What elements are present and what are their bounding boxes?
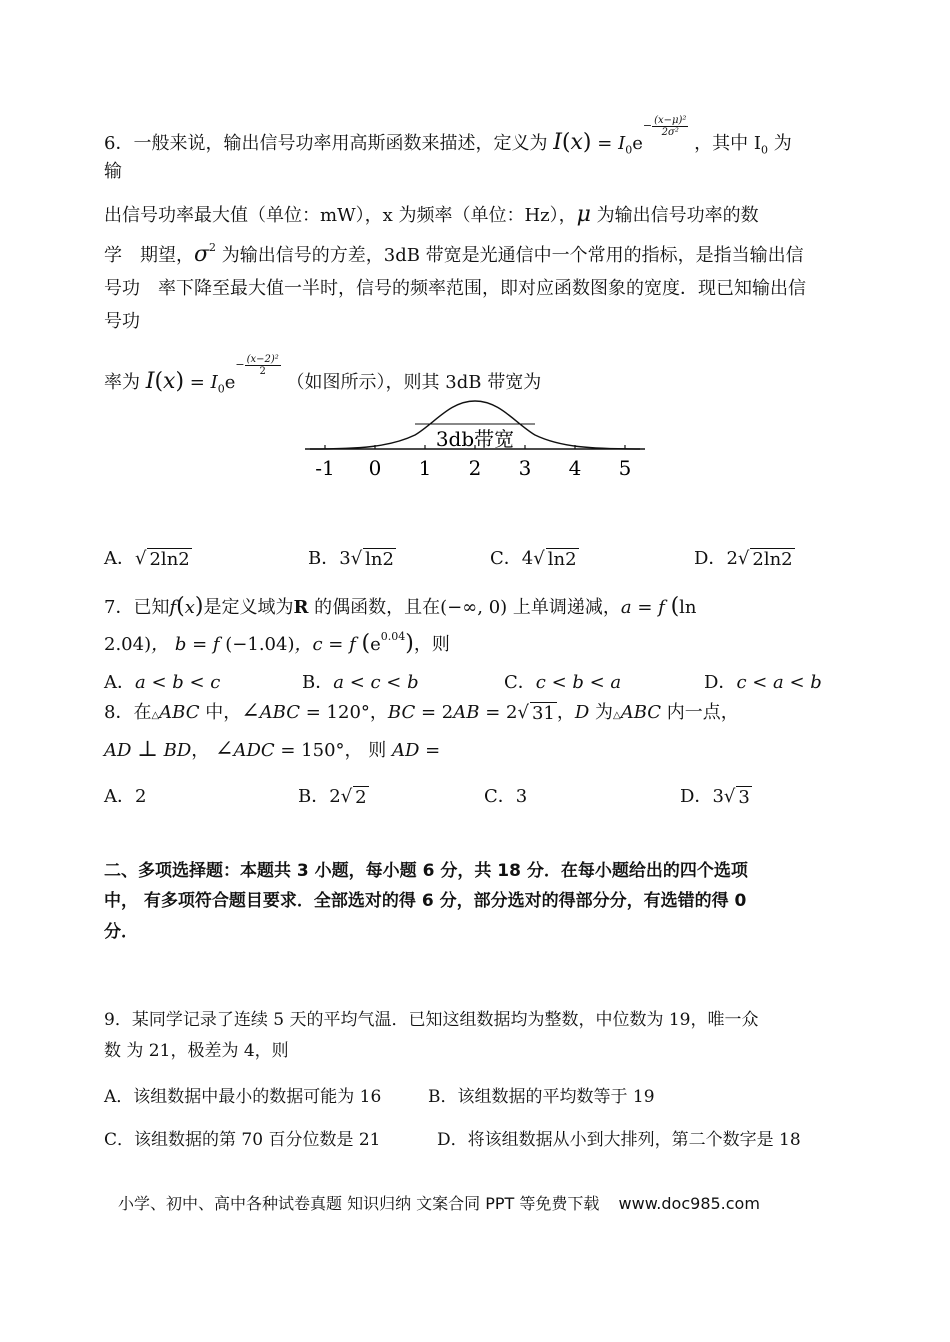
q7-option-a[interactable] <box>104 671 220 695</box>
I0-sub: 0 <box>625 143 633 157</box>
q6-optA-label: A． <box>104 548 135 569</box>
e-2: e <box>224 372 236 393</box>
q7-line2: 2.04)， b = f (−1.04)，c = f $(e^{0.04})$，则 <box>104 630 450 656</box>
q8-option-c[interactable] <box>484 785 527 809</box>
q6-optD-coef: 2 <box>726 548 738 569</box>
q7-text: 7．已知 <box>104 597 170 618</box>
exponent2-fraction <box>245 354 281 377</box>
I0-sub-2: 0 <box>217 382 225 396</box>
q8-ad: AD <box>104 740 132 761</box>
q7-optC-label: C． <box>504 672 536 693</box>
q8-abc2: ABC <box>259 702 301 723</box>
exp-num: (x−μ)² <box>654 114 687 126</box>
q7-line1: 7．已知f(x)是定义域为R 的偶函数，且在(−∞, 0) 上单调递减，a = f (ln <box>104 594 697 619</box>
q8-abc: ABC <box>159 702 200 723</box>
q8-ab: AB <box>453 702 480 723</box>
q8-optD-coef: 3 <box>712 786 724 807</box>
q8-ad2: AD <box>392 740 420 761</box>
q8-text-i: ， <box>191 740 210 761</box>
q7-option-d[interactable] <box>704 671 822 695</box>
q6-optB-label: B． <box>308 548 340 569</box>
bell-curve-figure <box>300 395 650 485</box>
q6-line5-text: 号功 <box>104 311 140 332</box>
q7-text-c: 的偶函数，且在(−∞, 0) 上单调递减， <box>308 597 621 618</box>
axis-tick-labels <box>315 456 631 480</box>
q6-optC-val: ln2 <box>547 549 577 570</box>
section2-line2: 中， 有多项符合题目要求．全部选对的得 6 分，部分选对的得部分分，有选错的得 0 <box>104 891 747 911</box>
triangle-icon-2: △ <box>613 710 621 721</box>
sigma-sup: 2 <box>209 241 217 254</box>
q9-option-a[interactable]: A．该组数据中最小的数据可能为 16 <box>104 1087 382 1107</box>
tick-label: 3 <box>518 456 532 480</box>
exp2-num: (x−2)² <box>246 353 279 365</box>
q8-optD-label: D． <box>680 786 713 807</box>
q7-optD-val: c < a < b <box>736 672 822 693</box>
footer-text: 小学、初中、高中各种试卷真题 知识归纳 文案合同 PPT 等免费下载 <box>118 1194 600 1213</box>
q8-optB-label: B． <box>298 786 330 807</box>
q8-optB-val: 2 <box>355 787 367 808</box>
exponent-fraction <box>652 115 688 138</box>
q7-arg-a: 2.04) <box>104 634 152 655</box>
q8-text: 8．在 <box>104 702 152 723</box>
q9-line1: 9．某同学记录了连续 5 天的平均气温．已知这组数据均为整数，中位数为 19，唯一众 <box>104 1010 759 1030</box>
func-x: x <box>570 130 583 155</box>
q7-text-b: 是定义域为 <box>203 597 294 618</box>
sqrt-icon: √ 2ln2 <box>737 548 793 570</box>
sqrt-icon: √ ln2 <box>350 548 394 570</box>
q6-optD-label: D． <box>694 548 727 569</box>
q6-line2 <box>104 203 759 228</box>
triangle-icon: △ <box>151 710 160 721</box>
q6-optD-val: 2ln2 <box>752 549 793 570</box>
sqrt-icon: √ 3 <box>723 786 750 808</box>
q8-adc: ADC <box>233 740 275 761</box>
q8-optA-val: 2 <box>135 786 147 807</box>
I0-2: I <box>210 372 218 393</box>
q7-b-eq: ， b = f <box>151 634 220 655</box>
q6-wrap: 输 <box>104 161 122 182</box>
q7-option-c[interactable] <box>504 671 621 695</box>
q7-ln: ln <box>679 597 697 618</box>
footer <box>118 1191 760 1214</box>
sqrt-icon: √ 2 <box>340 786 367 808</box>
q6-line6-text-b: （如图所示），则其 3dB 带宽为 <box>286 372 542 393</box>
q8-text-k: = <box>419 740 441 761</box>
q6-text-c: 为 <box>767 133 792 154</box>
q8-text-h: 内一点， <box>661 702 739 723</box>
q8-text-g: 为 <box>589 702 614 723</box>
q9-option-b[interactable]: B．该组数据的平均数等于 19 <box>428 1087 655 1107</box>
func-x-2: x <box>163 369 176 394</box>
q6-line4 <box>104 277 806 301</box>
perp-icon: ⊥ <box>137 737 158 762</box>
q6-text: 6．一般来说，输出信号功率用高斯函数来描述，定义为 <box>104 133 548 154</box>
q6-option-b[interactable] <box>308 547 396 571</box>
q6-line4-text: 号功 率下降至最大值一半时，信号的频率范围，即对应函数图象的宽度．现已知输出信 <box>104 278 806 299</box>
q8-option-a[interactable] <box>104 785 146 809</box>
q6-line1: 6．一般来说，输出信号功率用高斯函数来描述，定义为 $I(x) = I_0e^{- \frac{\text{(x−μ)²}}{\text{2σ²}}}$ ，其中 $I_0$ 为 <box>104 114 792 157</box>
tick-label: 1 <box>418 456 432 480</box>
q6-optC-coef: 4 <box>521 548 534 569</box>
q6-line2-text-b: 为输出信号功率的数 <box>590 205 759 226</box>
q8-text-b: 中， <box>199 702 242 723</box>
exp-minus: − <box>642 119 653 132</box>
q8-optB-coef: 2 <box>329 786 341 807</box>
exp2-den: 2 <box>259 365 266 377</box>
tick-label: 2 <box>468 456 482 480</box>
q6-optB-val: ln2 <box>365 549 394 570</box>
func-I-2: I <box>145 369 155 394</box>
q9-option-c[interactable]: C．该组数据的第 70 百分位数是 21 <box>104 1130 381 1150</box>
q7-c-sup: 0.04 <box>380 630 406 643</box>
q7-optA-label: A． <box>104 672 135 693</box>
q6-option-d[interactable] <box>694 547 795 571</box>
section2-line1: 二、多项选择题：本题共 3 小题，每小题 6 分，共 18 分．在每小题给出的四个选项 <box>104 861 748 881</box>
q6-option-c[interactable] <box>490 547 579 571</box>
q8-text-e: = 2 <box>479 702 518 723</box>
q6-line3-text-b: 为输出信号的方差，3dB 带宽是光通信中一个常用的指标，是指当输出信 <box>216 245 804 266</box>
exp-den: 2σ² <box>661 126 679 138</box>
q6-line3-text: 学 期望， <box>104 245 194 266</box>
q6-line6-text: 率为 <box>104 372 140 393</box>
exp2-minus: − <box>235 358 245 371</box>
q7-b-arg: (−1.04) <box>225 634 295 655</box>
I0: I <box>618 133 626 154</box>
I0-sub-b: 0 <box>760 143 768 157</box>
q8-text-f: ， <box>556 702 575 723</box>
q8-optD-val: 3 <box>738 787 750 808</box>
q8-line2 <box>104 738 440 763</box>
func-I: I <box>553 130 562 155</box>
q9-line2: 数 为 21，极差为 4，则 <box>104 1041 289 1061</box>
equals-2: = <box>189 372 205 393</box>
q6-line1-wrap <box>104 160 122 184</box>
tick-label: 4 <box>568 456 582 480</box>
bandwidth-label: 3db带宽 <box>435 427 515 451</box>
q6-option-a[interactable] <box>104 547 192 571</box>
q9-option-d[interactable]: D．将该组数据从小到大排列，第二个数字是 18 <box>437 1130 801 1150</box>
q8-abc3: ABC <box>620 702 662 723</box>
q6-optC-label: C． <box>490 548 522 569</box>
q7-R: R <box>293 597 309 618</box>
q6-line3 <box>104 243 804 270</box>
q8-bc: BC <box>387 702 416 723</box>
sqrt-icon: √ ln2 <box>533 548 577 570</box>
q6-line5 <box>104 310 140 334</box>
q7-c-eq: ，c = f <box>294 634 356 655</box>
q7-optD-label: D． <box>704 672 737 693</box>
q8-optC-val: 3 <box>515 786 528 807</box>
angle-icon-2: ∠ <box>215 737 234 762</box>
q7-option-b[interactable] <box>302 671 419 695</box>
equals: = <box>597 133 613 154</box>
section2-line3: 分． <box>104 922 138 942</box>
tick-label: 5 <box>618 456 632 480</box>
tick-label: 0 <box>368 456 382 480</box>
tick-label: -1 <box>315 456 335 480</box>
q8-d: D <box>574 702 590 723</box>
q7-optC-val: c < b < a <box>535 672 622 693</box>
q6-optA-val: 2ln2 <box>149 549 190 570</box>
q8-optA-label: A． <box>104 786 135 807</box>
sqrt-icon: √ 2ln2 <box>135 548 190 570</box>
e: e <box>632 133 643 154</box>
angle-icon: ∠ <box>241 699 260 724</box>
q8-line1 <box>104 700 739 728</box>
q6-optB-coef: 3 <box>339 548 351 569</box>
q6-line6: 率为 $I(x) = I_0e^{- \frac{\text{(x−2)²}}{2}}$ （如图所示），则其 3dB 带宽为 <box>104 353 542 396</box>
footer-url[interactable]: www.doc985.com <box>618 1194 760 1213</box>
q6-text-b: ，其中 I <box>694 133 761 154</box>
q8-text-j: = 150°， 则 <box>274 740 387 761</box>
mu-symbol: μ <box>576 202 591 227</box>
q8-text-d: = 2 <box>415 702 454 723</box>
q7-f: f <box>169 597 177 618</box>
q7-x: x <box>184 597 195 618</box>
q7-optB-label: B． <box>302 672 334 693</box>
q8-bd: BD <box>163 740 192 761</box>
q7-optA-val: a < b < c <box>135 672 221 693</box>
q7-c-e: e <box>370 634 381 655</box>
q7-text-d: ，则 <box>413 634 450 655</box>
q7-a-eq: a = f <box>620 597 665 618</box>
q7-optB-val: a < c < b <box>333 672 419 693</box>
sigma-symbol: σ <box>194 242 210 267</box>
q8-sqrt31: 31 <box>531 703 555 724</box>
sqrt-icon: √ 31 <box>517 702 555 724</box>
q8-optC-label: C． <box>484 786 516 807</box>
q6-line2-text: 出信号功率最大值（单位：mW），x 为频率（单位：Hz）， <box>104 205 577 226</box>
q8-option-b[interactable] <box>298 785 369 809</box>
q8-option-d[interactable] <box>680 785 752 809</box>
q8-text-c: = 120°， <box>300 702 388 723</box>
